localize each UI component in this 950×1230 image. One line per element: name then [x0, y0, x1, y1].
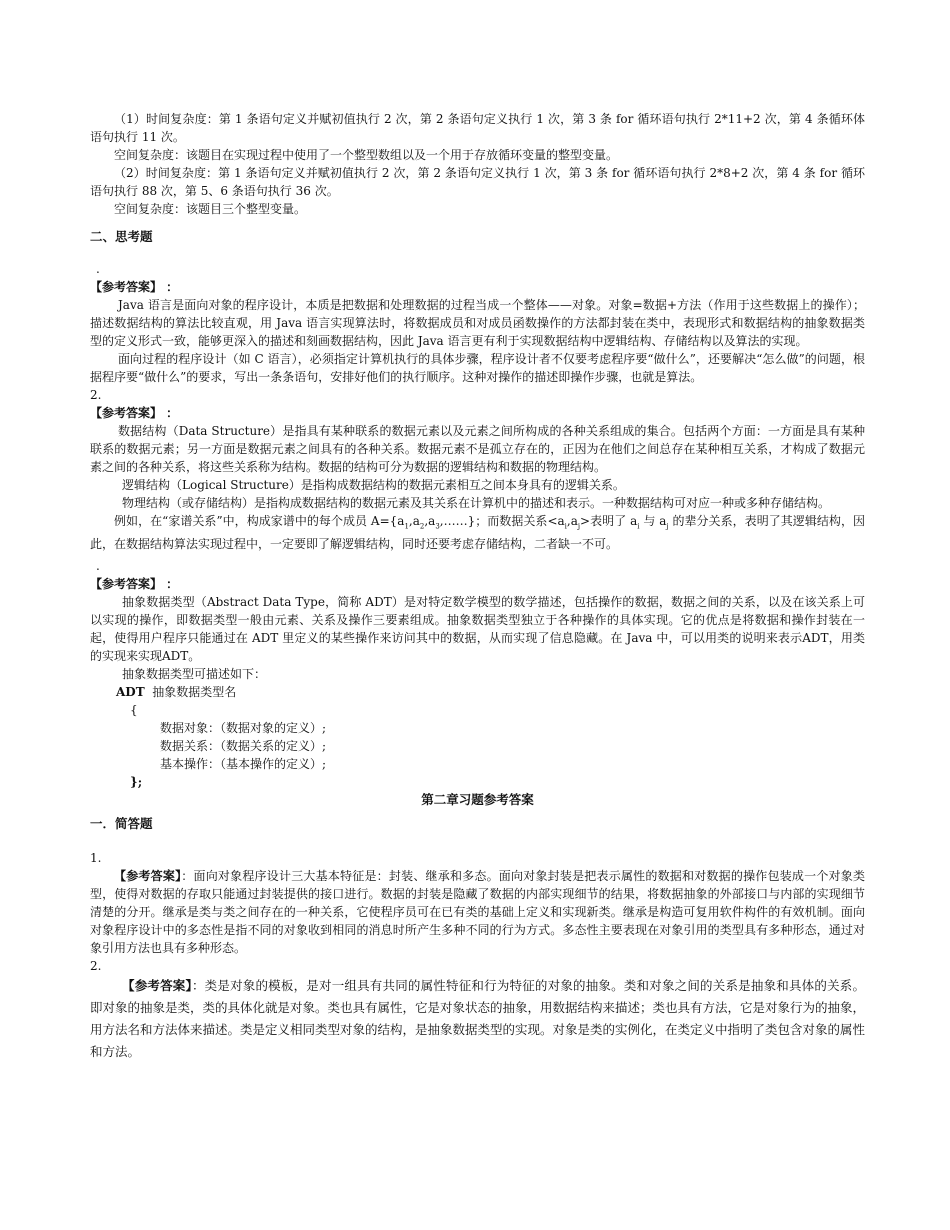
adt-field-operations: 基本操作：（基本操作的定义）;: [160, 757, 327, 772]
space-complexity-2: 空间复杂度：该题目三个整型变量。: [114, 202, 307, 216]
question-number: 1.: [90, 851, 102, 866]
question-number: .: [96, 559, 100, 574]
question-number: 2.: [90, 959, 102, 974]
answer-label: 【参考答案】 ：: [90, 280, 179, 294]
question-number: .: [96, 262, 100, 276]
paragraph: 逻辑结构（Logical Structure）是指构成数据结构的数据元素相互之间本身具有的逻辑关系。: [122, 478, 625, 492]
adt-keyword: ADT: [116, 685, 145, 700]
answer-label: 【参考答案】 ：: [90, 577, 179, 592]
adt-close-brace: };: [130, 775, 143, 790]
time-complexity-1: （1）时间复杂度：第 1 条语句定义并赋初值执行 2 次，第 2 条语句定义执行 1 次，第 3 条 for 循环语句执行 2*11+2 次，第 4 条循环体语句执行 11 次。: [90, 112, 865, 144]
space-complexity-1: 空间复杂度：该题目在实现过程中使用了一个整型数组以及一个用于存放循环变量的整型变量。: [114, 148, 619, 162]
paragraph: 数据结构（Data Structure）是指具有某种联系的数据元素以及元素之间所构成的各种关系组成的集合。包括两个方面：一方面是具有某种联系的数据元素；另一方面是数据元素之间具有的各种关系。数据元素不是孤立存在的，正因为在他们之间总存在某种相互关系，才构成了数据元素之间的各种关系，将这些关系称为结构。数据的结构可分为数据的逻辑结构和数据的物理结构。: [90, 424, 865, 474]
chapter-title: 第二章习题参考答案: [421, 792, 534, 808]
paragraph: Java 语言是面向对象的程序设计，本质是把数据和处理数据的过程当成一个整体——对象。对象=数据+方法（作用于这些数据上的操作）；描述数据结构的算法比较直观，用 Java 语言实现算法时，将数据成员和对成员函数操作的方法都封装在类中，表现形式和数据结构的抽象数据类型的定义形式一致，能够更深入的描述和刻画数据结构，因此 Java 语言更有利于实现数据结构中逻辑结构、存储结构以及算法的实现。: [90, 298, 865, 348]
paragraph: 物理结构（或存储结构）是指构成数据结构的数据元素及其关系在计算机中的描述和表示。一种数据结构可对应一种或多种存储结构。: [122, 496, 831, 510]
paragraph: 面向过程的程序设计（如 C 语言），必须指定计算机执行的具体步骤，程序设计者不仅要考虑程序要“做什么”，还要解决“怎么做”的问题，根据程序要“做什么”的要求，写出一条条语句，安排好他们的执行顺序。这种对操作的描述即操作步骤，也就是算法。: [90, 352, 865, 384]
document-page: [90, 110, 865, 1063]
paragraph-example: 例如，在“家谱关系”中，构成家谱中的每个成员 $A=\{a_1,a_2,a_3,\dots\dots\}$；而数据关系$<a_i,a_j>$表明了 $a_i$ 与 $a_j$ 的辈分关系，表明了其逻辑结构，因此，在数据结构算法实现过程中，一定要即了解逻辑结构，同时还要考虑存储结构，二者缺一不可。: [90, 514, 865, 552]
section-heading-thinking: 二、思考题: [90, 229, 153, 244]
adt-header: [116, 683, 865, 701]
answer-label: 【参考答案】 ：: [90, 406, 179, 420]
adt-name: 抽象数据类型名: [152, 685, 237, 700]
adt-field-relations: 数据关系：（数据关系的定义）;: [160, 739, 327, 754]
answer-label: 【参考答案】: [114, 869, 182, 884]
paragraph-answer: 【参考答案】：面向对象程序设计三大基本特征是：封装、继承和多态。面向对象封装是把表示属性的数据和对数据的操作包装成一个对象类型，使得对数据的存取只能通过封装提供的接口进行。数据的封装是隐藏了数据的内部实现细节的结果，将数据抽象的外部接口与内部的实现细节清楚的分开。继承是类与类之间存在的一种关系，它使程序员可在已有类的基础上定义和实现新类。继承是构造可复用软件构件的有效机制。面向对象程序设计中的多态性是指不同的对象收到相同的消息时所产生多种不同的行为方式。多态性主要表现在对象引用的类型具有多种形态，通过对象引用方法也具有多种形态。: [90, 869, 865, 956]
paragraph-answer: 【参考答案】：类是对象的模板，是对一组具有共同的属性特征和行为特征的对象的抽象。类和对象之间的关系是抽象和具体的关系。即对象的抽象是类，类的具体化就是对象。类也具有属性，它是对象状态的抽象，用数据结构来描述；类也具有方法，它是对象行为的抽象，用方法名和方法体来描述。类是定义相同类型对象的结构，是抽象数据类型的实现。对象是类的实例化，在类定义中指明了类包含对象的属性和方法。: [90, 978, 866, 1060]
time-complexity-2: （2）时间复杂度：第 1 条语句定义并赋初值执行 2 次，第 2 条语句定义执行 1 次，第 3 条 for 循环语句执行 2*8+2 次，第 4 条 for 循环语句执行 88 次，第 5、6 条语句执行 36 次。: [90, 166, 865, 198]
paragraph: 抽象数据类型可描述如下：: [122, 667, 267, 682]
answer-label: 【参考答案】: [122, 978, 192, 994]
adt-field-objects: 数据对象：（数据对象的定义）;: [160, 721, 327, 736]
adt-open-brace: {: [130, 703, 138, 718]
question-number: 2.: [90, 388, 102, 402]
section-heading-short-answer: 一．简答题: [90, 816, 153, 832]
paragraph: 抽象数据类型（Abstract Data Type，简称 ADT）是对特定数学模型的数学描述，包括操作的数据，数据之间的关系，以及在该关系上可以实现的操作，即数据类型一般由元素、关系及操作三要素组成。抽象数据类型独立于各种操作的具体实现。它的优点是将数据和操作封装在一起，使得用户程序只能通过在 ADT 里定义的某些操作来访问其中的数据，从而实现了信息隐藏。在 Java 中，可以用类的说明来表示ADT，用类的实现来实现ADT。: [90, 595, 865, 664]
